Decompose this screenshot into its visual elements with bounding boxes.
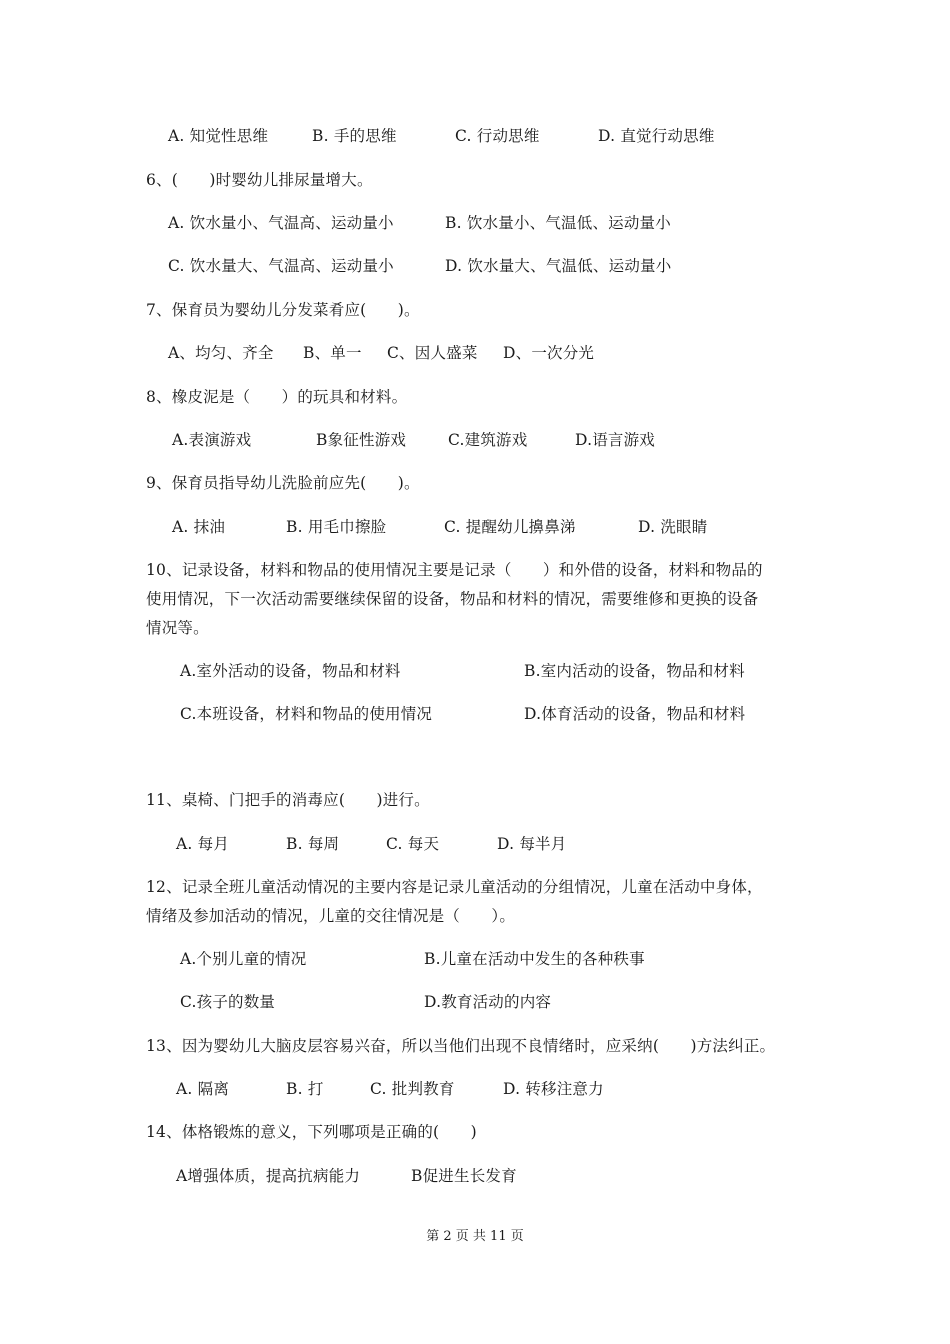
q12-option-a: A.个别儿童的情况 bbox=[180, 950, 307, 968]
q7-option-d: D、一次分光 bbox=[503, 344, 595, 362]
q10-option-d: D.体育活动的设备，物品和材料 bbox=[524, 705, 746, 723]
q9-option-a: A. 抹油 bbox=[172, 518, 226, 536]
q11-option-b: B. 每周 bbox=[286, 835, 340, 853]
q8-option-a: A.表演游戏 bbox=[172, 431, 252, 449]
q14-option-a: A增强体质，提高抗病能力 bbox=[176, 1167, 361, 1185]
q7-option-b: B、单一 bbox=[303, 344, 362, 362]
q5-option-a: A. 知觉性思维 bbox=[168, 127, 269, 145]
q8-option-c: C.建筑游戏 bbox=[448, 431, 528, 449]
q9-option-c: C. 提醒幼儿擤鼻涕 bbox=[444, 518, 576, 536]
q7-option-a: A、均匀、齐全 bbox=[168, 344, 274, 362]
q11-option-c: C. 每天 bbox=[386, 835, 440, 853]
q7-option-c: C、因人盛菜 bbox=[387, 344, 478, 362]
q6-option-b: B. 饮水量小、气温低、运动量小 bbox=[445, 214, 671, 232]
q5-option-d: D. 直觉行动思维 bbox=[598, 127, 715, 145]
q10-option-a: A.室外活动的设备，物品和材料 bbox=[180, 662, 401, 680]
q9-option-d: D. 洗眼睛 bbox=[638, 518, 708, 536]
q8-option-b: B象征性游戏 bbox=[316, 431, 407, 449]
q8-option-d: D.语言游戏 bbox=[575, 431, 656, 449]
q5-option-b: B. 手的思维 bbox=[312, 127, 397, 145]
q12-option-c: C.孩子的数量 bbox=[180, 993, 276, 1011]
q5-option-c: C. 行动思维 bbox=[455, 127, 540, 145]
q6-option-d: D. 饮水量大、气温低、运动量小 bbox=[445, 257, 672, 275]
q13-option-d: D. 转移注意力 bbox=[503, 1080, 604, 1098]
q12-option-b: B.儿童在活动中发生的各种秩事 bbox=[424, 950, 645, 968]
q6-option-a: A. 饮水量小、气温高、运动量小 bbox=[168, 214, 394, 232]
q11-option-a: A. 每月 bbox=[176, 835, 230, 853]
q13-option-c: C. 批判教育 bbox=[370, 1080, 455, 1098]
q10-option-b: B.室内活动的设备，物品和材料 bbox=[524, 662, 745, 680]
q14-option-b: B促进生长发育 bbox=[411, 1167, 517, 1185]
page-number: 第 2 页 共 11 页 bbox=[426, 1229, 524, 1244]
q11-option-d: D. 每半月 bbox=[497, 835, 567, 853]
q12-option-d: D.教育活动的内容 bbox=[424, 993, 552, 1011]
q9-option-b: B. 用毛巾擦脸 bbox=[286, 518, 387, 536]
q10-option-c: C.本班设备，材料和物品的使用情况 bbox=[180, 705, 433, 723]
q13-option-a: A. 隔离 bbox=[176, 1080, 230, 1098]
q13-option-b: B. 打 bbox=[286, 1080, 324, 1098]
q6-option-c: C. 饮水量大、气温高、运动量小 bbox=[168, 257, 394, 275]
